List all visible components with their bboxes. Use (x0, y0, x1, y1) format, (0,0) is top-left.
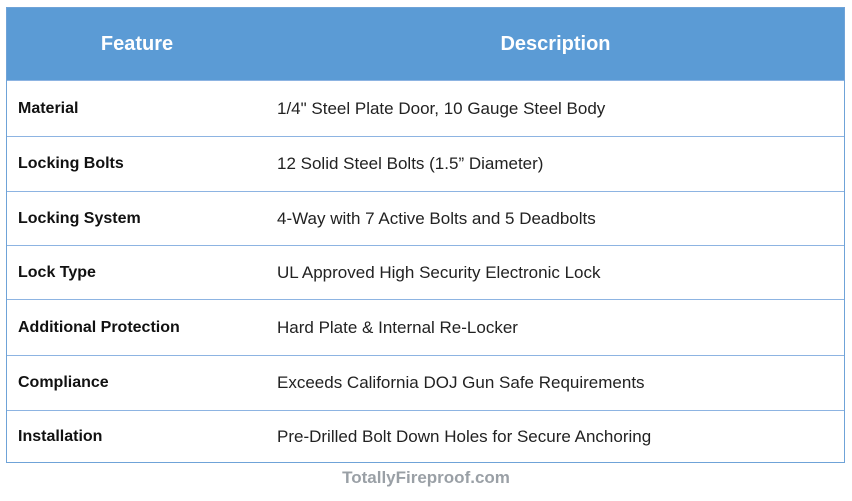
feature-cell: Compliance (18, 374, 109, 391)
feature-table (6, 7, 845, 463)
description-cell: 12 Solid Steel Bolts (1.5” Diameter) (277, 154, 544, 173)
feature-cell: Lock Type (18, 263, 96, 281)
description-cell: 4-Way with 7 Active Bolts and 5 Deadbolts (277, 208, 596, 228)
table-row (7, 191, 844, 245)
description-cell: UL Approved High Security Electronic Lock (277, 262, 601, 282)
feature-cell: Additional Protection (18, 318, 180, 336)
feature-cell: Material (18, 99, 79, 117)
description-cell: Exceeds California DOJ Gun Safe Requirements (277, 373, 645, 392)
feature-cell: Locking Bolts (18, 155, 124, 172)
table-row (7, 136, 844, 191)
table-row (7, 245, 844, 299)
description-cell: 1/4" Steel Plate Door, 10 Gauge Steel Body (277, 98, 606, 118)
table-row (7, 80, 844, 136)
table-row (7, 299, 844, 355)
header-feature: Feature (100, 32, 174, 55)
header-description: Description (500, 32, 611, 55)
feature-cell: Installation (18, 427, 103, 445)
table-row (7, 355, 844, 410)
description-cell: Hard Plate & Internal Re-Locker (277, 317, 518, 337)
feature-cell: Locking System (18, 209, 141, 227)
table-row (7, 410, 844, 462)
description-cell: Pre-Drilled Bolt Down Holes for Secure Anchoring (277, 426, 652, 446)
watermark-text: TotallyFireproof.com (342, 468, 510, 487)
table-header-row (7, 8, 844, 80)
